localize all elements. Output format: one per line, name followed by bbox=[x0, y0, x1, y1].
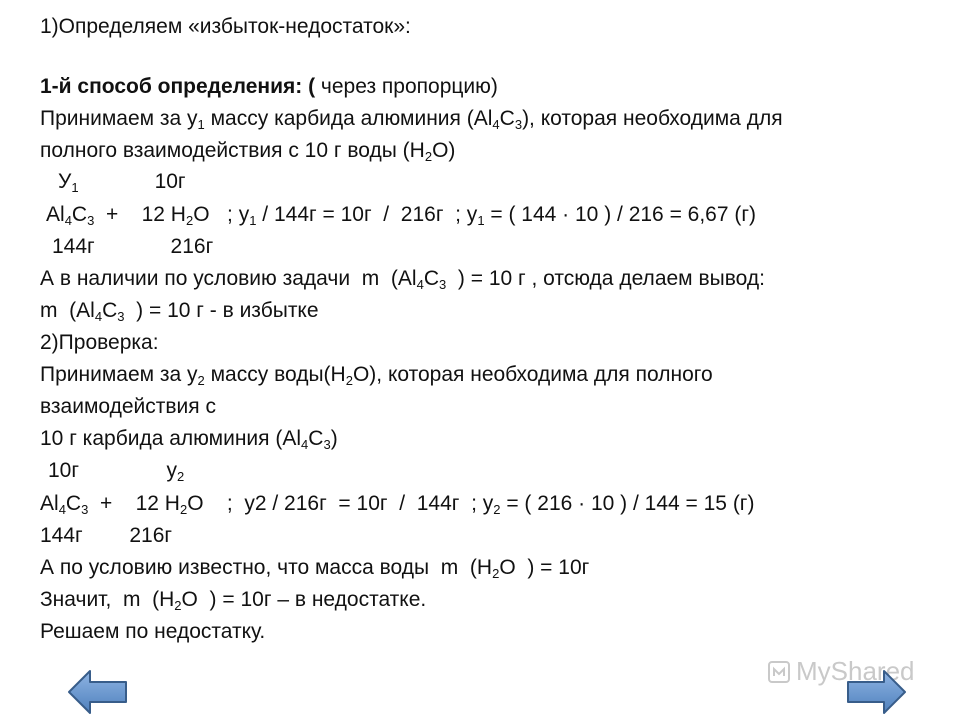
text-line: А в наличии по условию задачи m ($Al_4C_3$ ) = 10 г , отсюда делаем вывод: bbox=[40, 267, 765, 292]
text-line: Принимаем за $у_1$ массу карбида алюминия $(Al_4C_3)$, которая необходима для bbox=[40, 107, 783, 132]
text-line: А по условию известно, что масса воды m ($H_2O$ ) = 10г bbox=[40, 556, 590, 581]
text-line: Решаем по недостатку. bbox=[40, 620, 266, 643]
text-line: 10 г карбида алюминия $(Al_4C_3)$ bbox=[40, 427, 338, 452]
text-line: Значит, m ($H_2O$ ) = 10г – в недостатке. bbox=[40, 588, 427, 613]
equation-line: $Al_4C_3$ + 12 $H_2O$ ; $y_1 / 144г = 10г / 216г$ ; $y_1$ = ( 144 · 10 ) / 216 = 6,67 (г) bbox=[46, 203, 757, 228]
equation-line: $Al_4C_3$ + 12 $H_2O$ ; у2 / 216г = 10г / 144г ; $y_2$ = ( 216 · 10 ) / 144 = 15 (г) bbox=[40, 492, 755, 517]
arrow-right-icon bbox=[844, 668, 908, 716]
text-line: m ($Al_4C_3$ ) = 10 г - в избытке bbox=[40, 299, 319, 324]
arrow-left-icon bbox=[66, 668, 130, 716]
prev-slide-button[interactable] bbox=[66, 668, 130, 716]
method-line: 1-й способ определения: ( через пропорцию) bbox=[40, 75, 498, 98]
text-line: взаимодействия с bbox=[40, 395, 216, 418]
text-line: полного взаимодействия с 10 г воды $(H_2O)$ bbox=[40, 139, 456, 164]
text-line: Принимаем за $у_2$ массу $воды(H_2O)$, которая необходима для полного bbox=[40, 363, 713, 388]
text-line: 2)Проверка: bbox=[40, 331, 159, 354]
label-row: 144г 216г bbox=[52, 235, 214, 258]
label-row: 144г 216г bbox=[40, 524, 173, 547]
label-row: $У_1$ 10г bbox=[58, 170, 186, 195]
watermark: MyShared bbox=[768, 656, 915, 688]
next-slide-button[interactable] bbox=[844, 668, 908, 716]
watermark-logo-icon bbox=[768, 659, 790, 681]
label-row: 10г $у_2$ bbox=[48, 459, 185, 484]
heading: 1)Определяем «избыток-недостаток»: bbox=[40, 15, 411, 38]
